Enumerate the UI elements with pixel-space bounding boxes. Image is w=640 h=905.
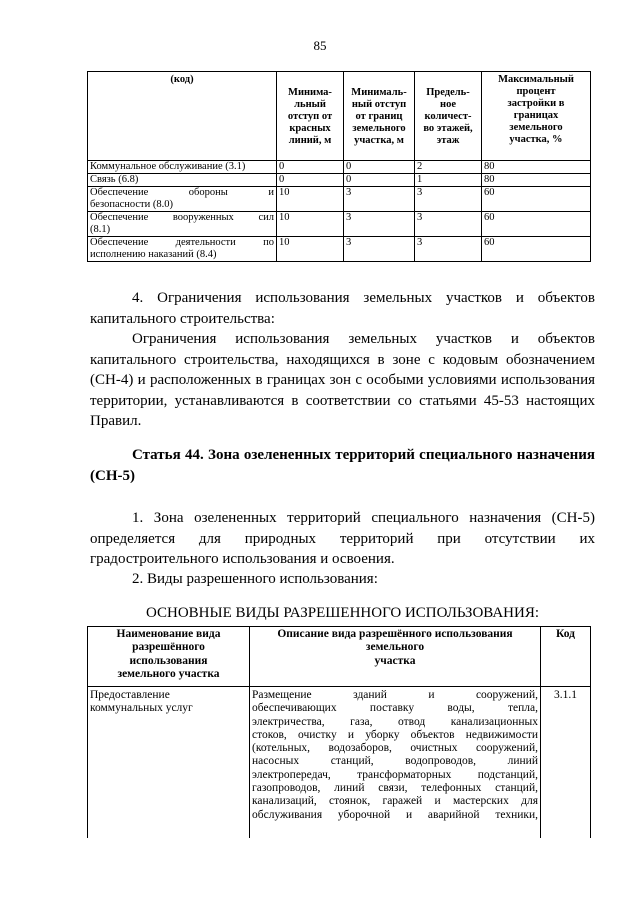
table-row: Коммунальное обслуживание (3.1) 0 0 2 80: [88, 161, 591, 174]
row-name: Обеспечение деятельности по исполнению наказаний (8.4): [88, 237, 277, 262]
header-max-percent: Максимальный процент застройки в границах земельного участка, %: [482, 72, 591, 161]
header-min-border: Минималь- ный отступ от границ земельного участка, м: [344, 72, 415, 161]
paragraph-restrictions: 4. Ограничения использования земельных участков и объектов капитального строительства:: [90, 290, 595, 327]
paragraph-permitted-uses: 2. Виды разрешенного использования:: [132, 571, 378, 587]
row-name: Связь (6.8): [88, 174, 277, 187]
header-use-name: Наименование вида разрешённого использования земельного участка: [88, 627, 250, 687]
header-max-floors: Предель- ное количест- во этажей, этаж: [415, 72, 482, 161]
paragraph-zone-definition: 1. Зона озелененных территорий специального назначения (СН-5) определяется для природных территорий при отсутствии их градостроительного использования и освоения.: [90, 510, 595, 567]
header-min-red-lines: Минима- льный отступ от красных линий, м: [277, 72, 344, 161]
row-name: Обеспечение обороны и безопасности (8.0): [88, 187, 277, 212]
article-heading: Статья 44. Зона озелененных территорий специального назначения (СН-5): [90, 447, 595, 484]
page-number: 85: [313, 38, 327, 53]
header-code: (код): [88, 72, 277, 161]
use-name: Предоставление коммунальных услуг: [88, 687, 250, 895]
paragraph-restrictions-detail: Ограничения использования земельных участков и объектов капитального строительства, находящихся в зоне с кодовым обозначением (СН-4) и расположенных в границах зон с особыми условиями использования территории, устанавливаются в соответствии со статьями 45-53 настоящих Правил.: [90, 331, 595, 429]
table-row: Связь (6.8) 0 0 1 80: [88, 174, 591, 187]
row-name: Обеспечение вооруженных сил (8.1): [88, 212, 277, 237]
header-use-description: Описание вида разрешённого использования земельного участка: [250, 627, 541, 687]
table-row: Обеспечение вооруженных сил (8.1) 10 3 3 60: [88, 212, 591, 237]
table-row: Обеспечение деятельности по исполнению наказаний (8.4) 10 3 3 60: [88, 237, 591, 262]
use-code: 3.1.1: [541, 687, 591, 895]
table-caption: ОСНОВНЫЕ ВИДЫ РАЗРЕШЕННОГО ИСПОЛЬЗОВАНИЯ:: [145, 605, 540, 621]
page-bottom-margin: [0, 838, 640, 905]
header-use-code: Код: [541, 627, 591, 687]
row-name: Коммунальное обслуживание (3.1): [88, 161, 277, 174]
use-description: Размещение зданий и сооружений, обеспечивающих поставку воды, тепла, электричества, газа, отвод канализационных стоков, очистку и уборку объектов недвижимости (котельных, водозаборов, очистных сооружений, насосных станций, водопроводов, линий электропередач, трансформаторных подстанций, газопроводов, линий связи, телефонных станций, канализаций, стоянок, гаражей и мастерских для обслуживания уборочной и аварийной техники,: [250, 687, 541, 895]
zone-parameters-table: [87, 71, 591, 262]
table-row: Обеспечение обороны и безопасности (8.0) 10 3 3 60: [88, 187, 591, 212]
